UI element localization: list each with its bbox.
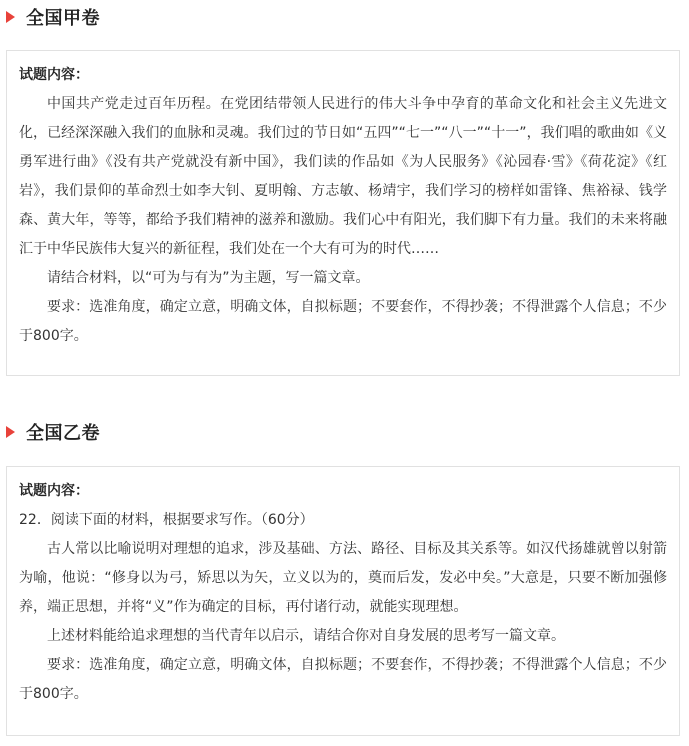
question-card-yi — [6, 466, 680, 736]
question-label: 试题内容： — [19, 67, 89, 83]
section-title-jia: 全国甲卷 — [26, 8, 100, 29]
requirements-paragraph: 要求：选准角度，确定立意，明确文体，自拟标题；不要套作，不得抄袭；不得泄露个人信息；不少于800字。 — [19, 657, 667, 702]
question-number-line: 22．阅读下面的材料，根据要求写作。（60分） — [19, 512, 314, 528]
section-header-yi — [6, 417, 100, 447]
material-paragraph: 古人常以比喻说明对理想的追求，涉及基础、方法、路径、目标及其关系等。如汉代扬雄就曾以射箭为喻，他说：“修身以为弓，矫思以为矢，立义以为的，奠而后发，发必中矣。”大意是，只要不断加强修养，端正思想，并将“义”作为确定的目标，再付诸行动，就能实现理想。 — [19, 541, 667, 615]
requirements-paragraph: 要求：选准角度，确定立意，明确文体，自拟标题；不要套作，不得抄袭；不得泄露个人信息；不少于800字。 — [19, 299, 667, 344]
section-header-jia — [6, 2, 100, 32]
red-triangle-icon — [6, 11, 15, 23]
question-card-jia — [6, 50, 680, 376]
red-triangle-icon — [6, 426, 15, 438]
section-title-yi: 全国乙卷 — [26, 423, 100, 444]
question-label: 试题内容： — [19, 483, 89, 499]
task-paragraph: 请结合材料，以“可为与有为”为主题，写一篇文章。 — [47, 270, 370, 286]
material-paragraph: 中国共产党走过百年历程。在党团结带领人民进行的伟大斗争中孕育的革命文化和社会主义先进文化，已经深深融入我们的血脉和灵魂。我们过的节日如“五四”“七一”“八一”“十一”，我们唱的歌曲如《义勇军进行曲》《没有共产党就没有新中国》，我们读的作品如《为人民服务》《沁园春·雪》《荷花淀》《红岩》，我们景仰的革命烈士如李大钊、夏明翰、方志敏、杨靖宇，我们学习的榜样如雷锋、焦裕禄、钱学森、黄大年，等等，都给予我们精神的滋养和激励。我们心中有阳光，我们脚下有力量。我们的未来将融汇于中华民族伟大复兴的新征程，我们处在一个大有可为的时代…… — [19, 96, 667, 257]
task-paragraph: 上述材料能给追求理想的当代青年以启示，请结合你对自身发展的思考写一篇文章。 — [47, 628, 565, 644]
